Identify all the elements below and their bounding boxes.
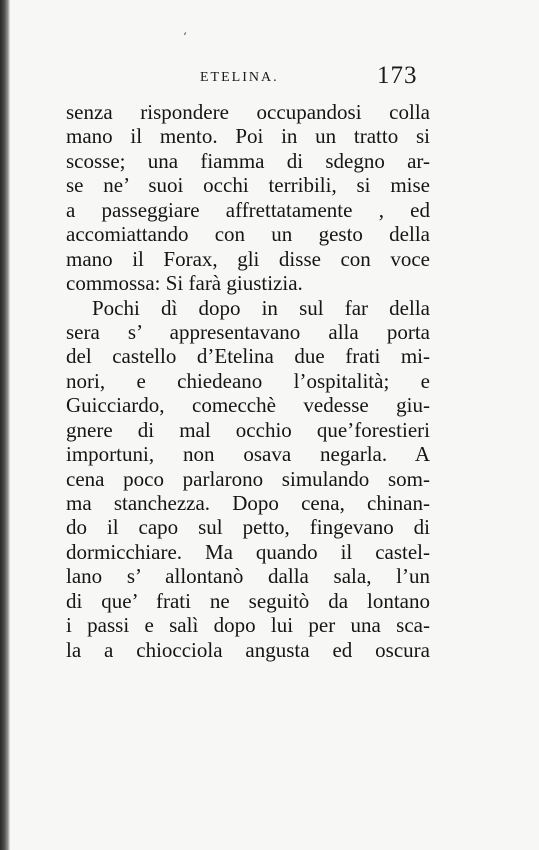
text-line: dormicchiare. Ma quando il castel- <box>66 539 430 564</box>
text-line: do il capo sul petto, fingevano di <box>66 515 430 540</box>
text-line: sera s’ appresentavano alla porta <box>66 319 430 344</box>
text-line: lano s’ allontanò dalla sala, l’un <box>66 564 430 589</box>
text-line: cena poco parlarono simulando som- <box>66 466 430 491</box>
running-title: ETELINA. <box>200 70 279 85</box>
text-line: Guicciardo, comecchè vedesse giu- <box>66 393 430 418</box>
text-line: accomiattando con un gesto della <box>66 222 430 247</box>
text-line-paragraph-start: Pochi dì dopo in sul far della <box>92 295 430 320</box>
page-speck: ‘ <box>183 30 187 44</box>
text-line: mano il Forax, gli disse con voce <box>66 246 430 271</box>
page-number: 173 <box>377 62 418 89</box>
body-text <box>66 100 430 662</box>
text-line: gnere di mal occhio que’forestieri <box>66 417 430 442</box>
text-line: se ne’ suoi occhi terribili, si mise <box>66 173 430 198</box>
text-line: di que’ frati ne seguitò da lontano <box>66 588 430 613</box>
page-spine-shadow <box>0 0 10 850</box>
text-line: del castello d’Etelina due frati mi- <box>66 344 430 369</box>
text-line: scosse; una fiamma di sdegno ar- <box>66 148 430 173</box>
text-line: la a chiocciola angusta ed oscura <box>66 637 430 662</box>
text-line: importuni, non osava negarla. A <box>66 442 430 467</box>
text-line: a passeggiare affrettatamente , ed <box>66 197 430 222</box>
text-line: i passi e salì dopo lui per una sca- <box>66 613 430 638</box>
text-line: commossa: Si farà giustizia. <box>66 271 303 296</box>
text-line: nori, e chiedeano l’ospitalità; e <box>66 368 430 393</box>
text-line: ma stanchezza. Dopo cena, chinan- <box>66 491 430 515</box>
text-line: mano il mento. Poi in un tratto si <box>66 124 430 149</box>
text-line: senza rispondere occupandosi colla <box>66 100 430 124</box>
